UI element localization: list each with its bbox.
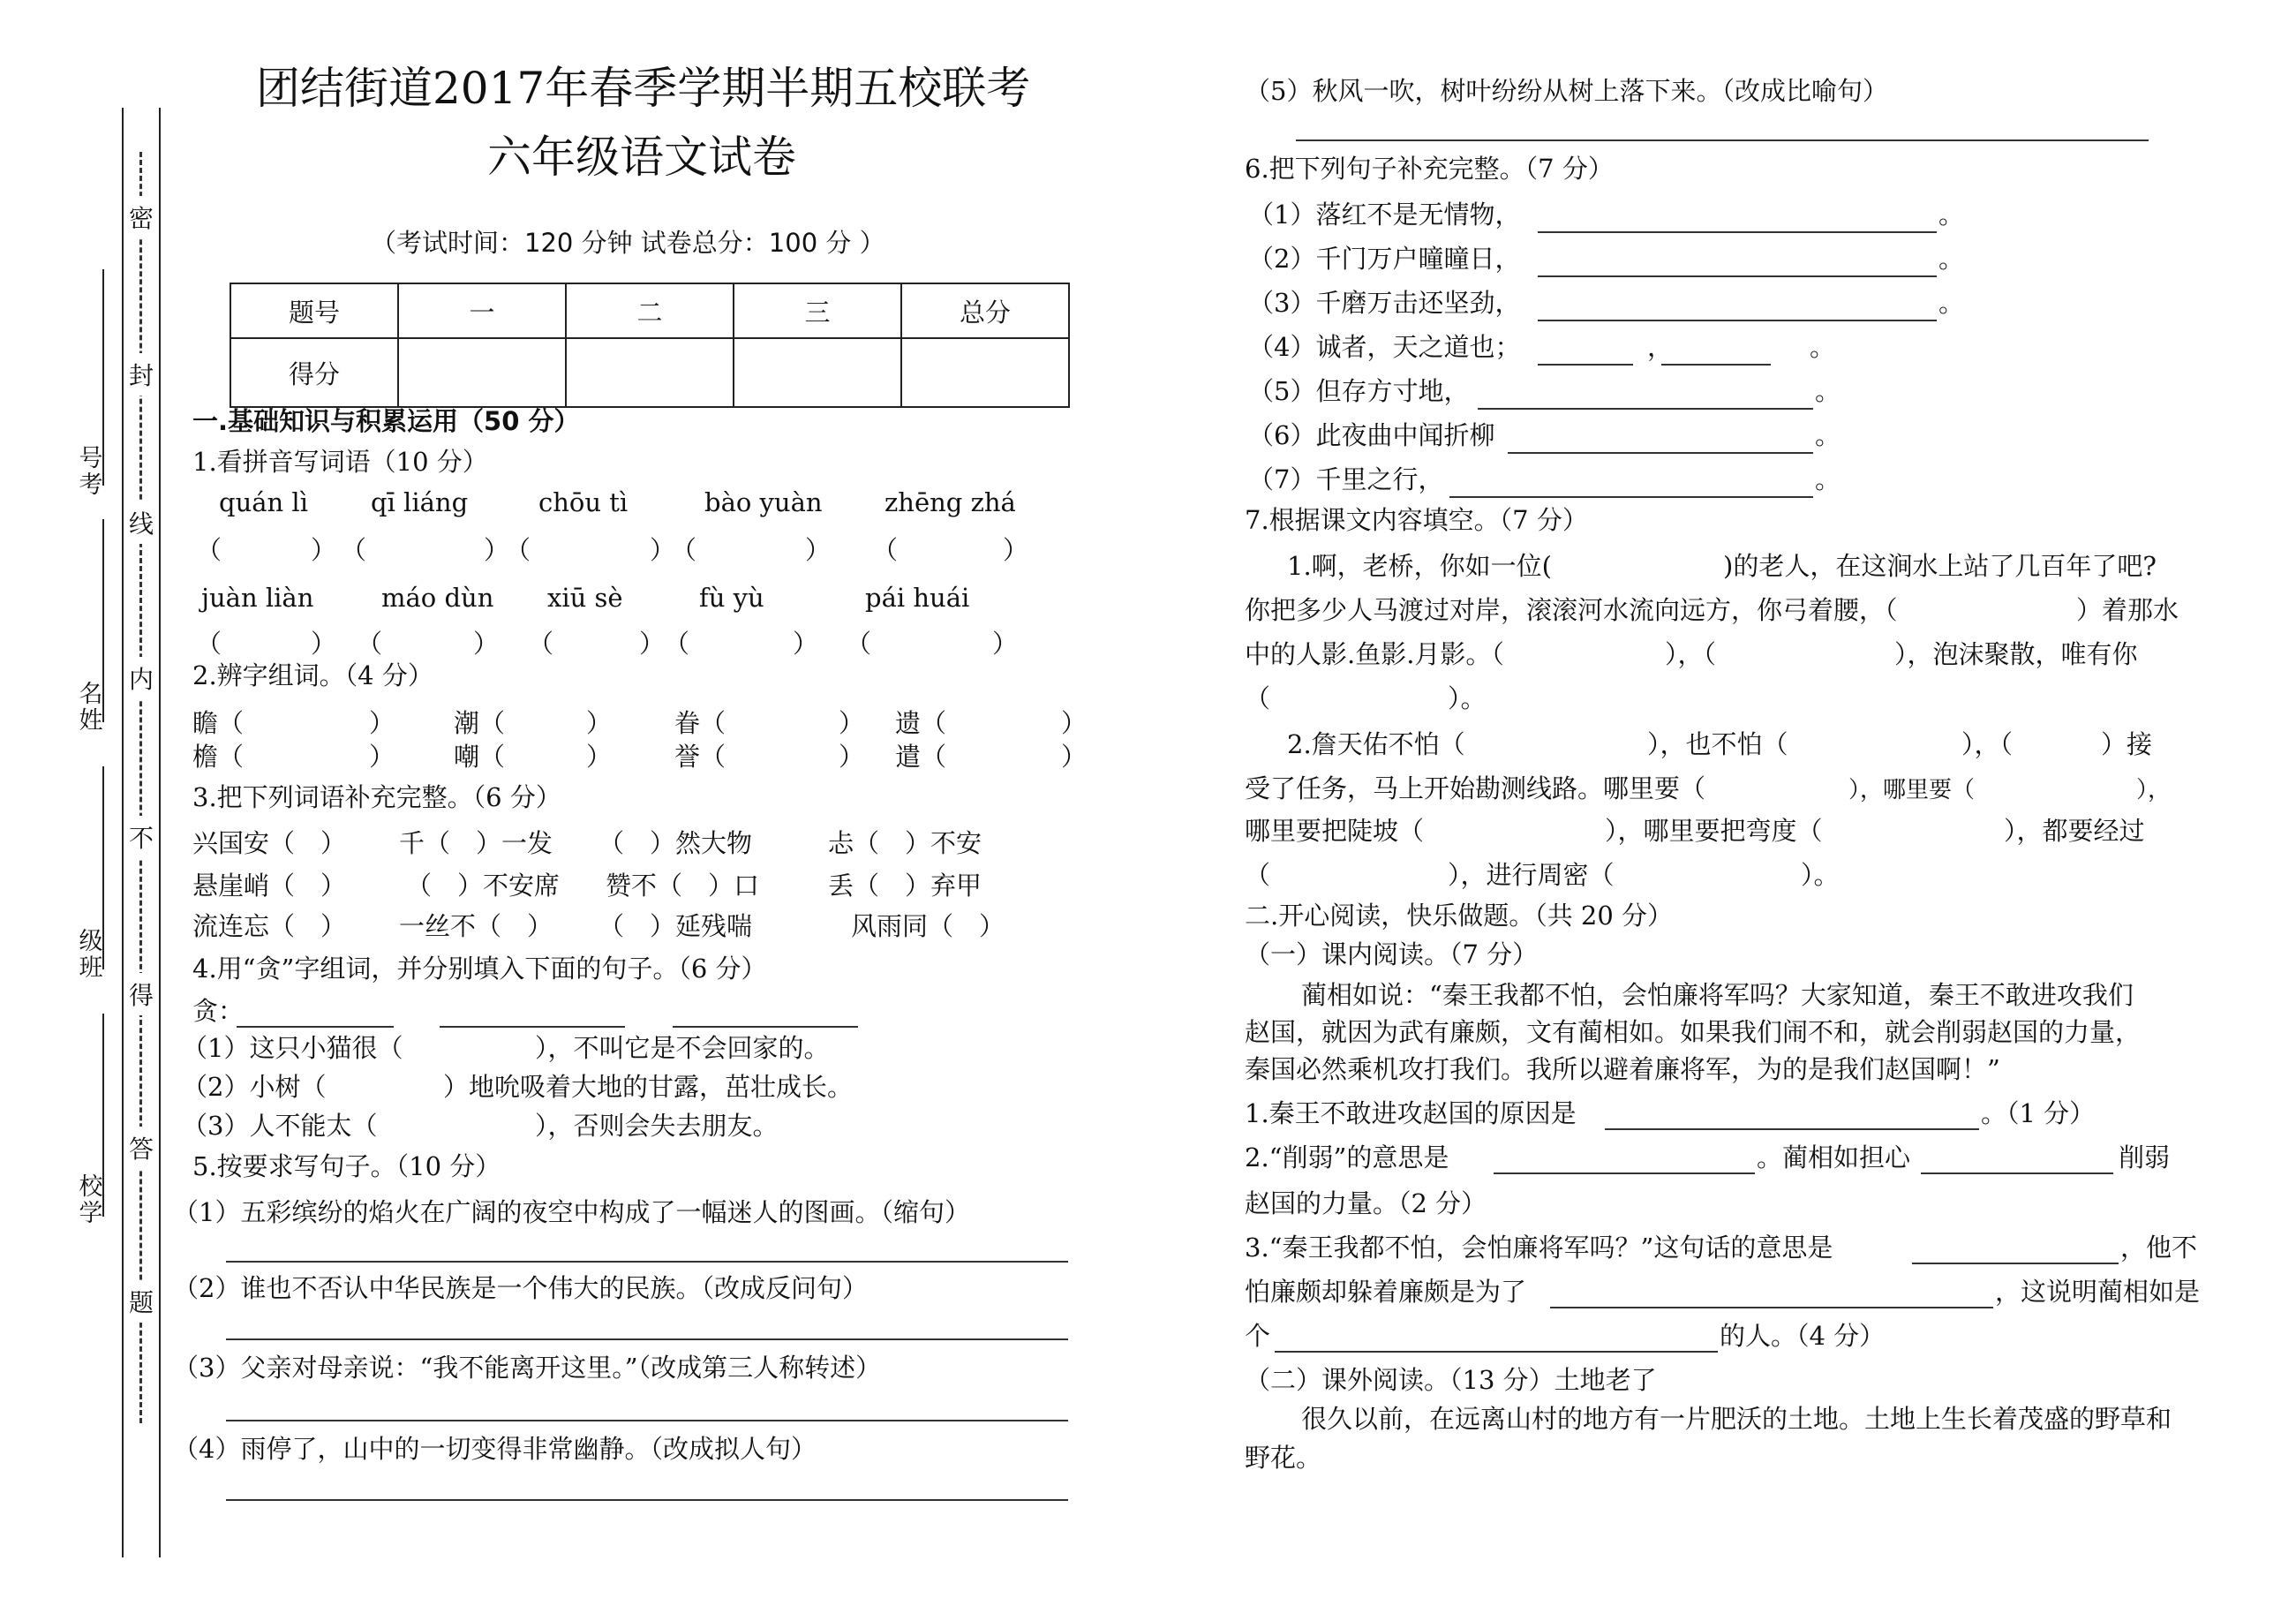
seal-char: 题 bbox=[125, 1280, 157, 1323]
reading1-q2: 削弱 bbox=[2119, 1142, 2171, 1172]
q3-title: 3.把下列词语补充完整。（6 分） bbox=[192, 782, 561, 812]
q4-blank[interactable] bbox=[440, 1026, 625, 1028]
paren-close: ） bbox=[369, 742, 395, 772]
q2-char: 誉（ bbox=[674, 742, 726, 772]
label-school: 校学 bbox=[79, 1173, 103, 1227]
reading1-q1: 。（1 分） bbox=[1981, 1098, 2096, 1128]
pinyin: pái huái bbox=[865, 583, 970, 613]
q3-idiom[interactable]: 千（ ）一发 bbox=[399, 828, 553, 858]
seal-char: 线 bbox=[125, 501, 157, 544]
reading1-passage: 秦国必然乘机攻打我们。我所以避着廉将军，为的是我们赵国啊！” bbox=[1245, 1054, 2000, 1084]
pinyin: quán lì bbox=[219, 487, 308, 517]
q7-text: ）。 bbox=[1448, 683, 1487, 713]
seal-dashed-line bbox=[139, 152, 142, 1423]
q7-text: ），哪里要把弯度（ bbox=[1605, 816, 1823, 846]
paren-close: ） bbox=[484, 535, 510, 565]
paren-close: ） bbox=[805, 535, 832, 565]
q3-idiom[interactable]: 丢（ ）弃甲 bbox=[828, 871, 982, 901]
paren-open: （ bbox=[846, 629, 872, 659]
q7-text: （ bbox=[1245, 860, 1271, 890]
q3-idiom[interactable]: 赞不（ ）口 bbox=[606, 871, 760, 901]
reading1-q3: ，这说明蔺相如是 bbox=[1995, 1277, 2201, 1307]
score-header-cell: 一 bbox=[398, 283, 566, 338]
label-name: 名姓 bbox=[79, 681, 103, 735]
reading1-passage: 蔺相如说：“秦王我都不怕，会怕廉将军吗？大家知道，秦王不敢进攻我们 bbox=[1301, 980, 2134, 1010]
paren-open: （ bbox=[664, 629, 690, 659]
q6-blank[interactable] bbox=[1508, 452, 1813, 454]
q7-title: 7.根据课文内容填空。（7 分） bbox=[1245, 505, 1588, 535]
q4-sentence: ），不叫它是不会回家的。 bbox=[535, 1033, 830, 1063]
q4-sentence: ），否则会失去朋友。 bbox=[535, 1111, 779, 1141]
q7-text: （ bbox=[1245, 683, 1271, 713]
score-header-cell: 三 bbox=[734, 283, 901, 338]
score-header-cell: 总分 bbox=[901, 283, 1069, 338]
score-table bbox=[230, 283, 1070, 408]
q6-item: （2）千门万户曈曈日， bbox=[1248, 244, 1521, 274]
reading1-q3: 的人。（4 分） bbox=[1720, 1321, 1886, 1351]
q6-end: 。 bbox=[1938, 244, 1965, 274]
q6-end: 。 bbox=[1815, 464, 1841, 494]
q7-text: ），都要经过 bbox=[2004, 816, 2145, 846]
q2-char: 瞻（ bbox=[192, 708, 245, 738]
paren-close: ） bbox=[793, 629, 819, 659]
binding-line-outer bbox=[122, 108, 124, 1557]
paren-close: ） bbox=[369, 708, 395, 738]
answer-box[interactable] bbox=[876, 629, 989, 659]
q6-blank[interactable] bbox=[1538, 320, 1937, 321]
score-input-cell[interactable] bbox=[398, 338, 566, 407]
exam-title-line2: 六年级语文试卷 bbox=[487, 132, 796, 183]
q2-char: 遣（ bbox=[895, 742, 947, 772]
answer-box[interactable] bbox=[387, 629, 470, 659]
pinyin: chōu tì bbox=[538, 487, 629, 517]
reading2-passage: 野花。 bbox=[1245, 1443, 1322, 1473]
q6-end: 。 bbox=[1815, 420, 1841, 450]
pinyin: juàn liàn bbox=[201, 583, 314, 613]
label-class: 级班 bbox=[79, 928, 103, 982]
q7-text: 哪里要把陡坡（ bbox=[1245, 816, 1425, 846]
q7-text: 受了任务，马上开始勘测线路。哪里要（ bbox=[1245, 773, 1706, 803]
answer-line[interactable] bbox=[1494, 1172, 1755, 1174]
paren-close: ） bbox=[639, 629, 666, 659]
pinyin: zhēng zhá bbox=[885, 487, 1016, 517]
q6-blank[interactable] bbox=[1538, 275, 1937, 277]
reading1-q3: 3.“秦王我都不怕，会怕廉将军吗？”这句话的意思是 bbox=[1245, 1233, 1833, 1263]
reading1-q3: ，他不 bbox=[2120, 1233, 2198, 1263]
q7-text: ），（ bbox=[1961, 729, 2014, 759]
reading1-q3: 个 bbox=[1245, 1321, 1271, 1351]
q6-end: 。 bbox=[1938, 200, 1965, 230]
q7-text: ）着那水 bbox=[2076, 595, 2179, 625]
seal-char: 不 bbox=[125, 816, 157, 858]
paren-close: ） bbox=[586, 708, 613, 738]
pinyin: xiū sè bbox=[547, 583, 623, 613]
q6-end: 。 bbox=[1810, 332, 1836, 362]
paren-close: ） bbox=[1003, 535, 1029, 565]
q4-blank[interactable] bbox=[237, 1026, 394, 1028]
paren-open: （ bbox=[528, 629, 554, 659]
q6-end: 。 bbox=[1938, 288, 1965, 318]
score-input-cell[interactable] bbox=[566, 338, 734, 407]
paren-close: ） bbox=[311, 629, 337, 659]
answer-box[interactable] bbox=[701, 535, 802, 565]
q7-text: ），进行周密（ bbox=[1448, 860, 1615, 890]
q6-blank[interactable] bbox=[1449, 496, 1813, 498]
paren-close: ） bbox=[1061, 742, 1088, 772]
score-input-cell[interactable] bbox=[901, 338, 1069, 407]
q2-char: 眷（ bbox=[674, 708, 726, 738]
paren-open: （ bbox=[196, 535, 222, 565]
q3-idiom[interactable]: 悬崖峭（ ） bbox=[192, 871, 347, 901]
reading2-title: （二）课外阅读。（13 分）土地老了 bbox=[1245, 1365, 1657, 1395]
exam-title-line1: 团结街道2017年春季学期半期五校联考 bbox=[256, 63, 1031, 114]
q6-blank[interactable] bbox=[1478, 408, 1813, 410]
paren-open: （ bbox=[341, 535, 367, 565]
pinyin: máo dùn bbox=[381, 583, 494, 613]
q6-item: （4）诚者，天之道也； bbox=[1248, 332, 1521, 362]
reading1-q3: 怕廉颇却躲着廉颇是为了 bbox=[1245, 1277, 1527, 1307]
paren-open: （ bbox=[357, 629, 383, 659]
q4-lead: 贪： bbox=[192, 996, 245, 1026]
pinyin: qī liáng bbox=[371, 487, 469, 517]
q6-item: （7）千里之行， bbox=[1248, 464, 1444, 494]
pinyin: bào yuàn bbox=[704, 487, 823, 517]
q3-idiom[interactable]: 流连忘（ ） bbox=[192, 911, 347, 941]
q6-item: （3）千磨万击还坚劲， bbox=[1248, 288, 1521, 318]
q3-idiom[interactable]: （ ）延残喘 bbox=[598, 911, 753, 941]
seal-char: 内 bbox=[125, 657, 157, 699]
q5-item: （4）雨停了，山中的一切变得非常幽静。（改成拟人句） bbox=[173, 1434, 817, 1464]
reading1-q2: 。蔺相如担心 bbox=[1757, 1142, 1911, 1172]
binding-line-inner bbox=[159, 108, 161, 1557]
paren-close: ） bbox=[839, 742, 865, 772]
q1-title: 1.看拼音写词语（10 分） bbox=[192, 447, 488, 477]
q6-item: （5）但存方寸地， bbox=[1248, 376, 1470, 406]
score-header-cell: 题号 bbox=[230, 283, 398, 338]
q6-item: （6）此夜曲中闻折柳 bbox=[1248, 420, 1495, 450]
paren-open: （ bbox=[671, 535, 697, 565]
q3-idiom[interactable]: 一丝不（ ） bbox=[399, 911, 553, 941]
answer-line[interactable] bbox=[1550, 1307, 1993, 1308]
q2-char: 潮（ bbox=[454, 708, 506, 738]
q2-char: 遗（ bbox=[895, 708, 947, 738]
answer-line[interactable] bbox=[226, 1261, 1068, 1263]
reading1-q2: 赵国的力量。（2 分） bbox=[1245, 1188, 1487, 1218]
seal-char: 答 bbox=[125, 1127, 157, 1169]
q4-sentence: ）地吮吸着大地的甘露，茁壮成长。 bbox=[443, 1072, 854, 1102]
answer-line[interactable] bbox=[226, 1338, 1068, 1340]
q3-idiom[interactable]: 忐（ ）不安 bbox=[828, 828, 982, 858]
q4-sentence: （1）这只小猫很（ bbox=[182, 1033, 403, 1063]
reading1-q1: 1.秦王不敢进攻赵国的原因是 bbox=[1245, 1098, 1577, 1128]
paren-close: ） bbox=[311, 535, 337, 565]
q4-sentence: （3）人不能太（ bbox=[182, 1111, 378, 1141]
q6-blank[interactable] bbox=[1661, 364, 1771, 366]
q6-title: 6.把下列句子补充完整。（7 分） bbox=[1245, 154, 1614, 184]
answer-box[interactable] bbox=[902, 535, 999, 565]
answer-line[interactable] bbox=[1605, 1128, 1979, 1130]
q5-item-5: （5）秋风一吹，树叶纷纷从树上落下来。（改成比喻句） bbox=[1245, 76, 1888, 106]
paren-close: ） bbox=[1061, 708, 1088, 738]
section2-title: 二.开心阅读，快乐做题。（共 20 分） bbox=[1245, 901, 1674, 931]
paren-open: （ bbox=[505, 535, 531, 565]
q5-item: （3）父亲对母亲说：“我不能离开这里。”（改成第三人称转述） bbox=[173, 1353, 882, 1383]
q7-text: ）， bbox=[2136, 777, 2172, 803]
paren-open: （ bbox=[872, 535, 899, 565]
paren-close: ） bbox=[650, 535, 676, 565]
paren-close: ） bbox=[586, 742, 613, 772]
q5-title: 5.按要求写句子。（10 分） bbox=[192, 1151, 501, 1181]
seal-char: 封 bbox=[125, 353, 157, 396]
q2-char: 嘲（ bbox=[454, 742, 506, 772]
answer-box[interactable] bbox=[694, 629, 789, 659]
q6-blank[interactable] bbox=[1538, 364, 1633, 366]
reading1-q2: 2.“削弱”的意思是 bbox=[1245, 1142, 1449, 1172]
answer-box[interactable] bbox=[226, 535, 307, 565]
answer-line[interactable] bbox=[226, 1499, 1068, 1501]
q7-text: ）。 bbox=[1801, 860, 1840, 890]
paren-close: ） bbox=[473, 629, 500, 659]
q7-text: )的老人，在这涧水上站了几百年了吧? bbox=[1723, 551, 2157, 581]
q7-text: ），哪里要（ bbox=[1848, 777, 1976, 803]
exam-meta: （考试时间：120 分钟 试卷总分：100 分 ） bbox=[371, 228, 885, 258]
paren-close: ） bbox=[992, 629, 1019, 659]
seal-char: 得 bbox=[125, 973, 157, 1015]
q3-idiom[interactable]: （ ）不安席 bbox=[406, 871, 561, 901]
answer-box[interactable] bbox=[558, 629, 636, 659]
q6-item: （1）落红不是无情物， bbox=[1248, 200, 1521, 230]
answer-line[interactable] bbox=[226, 1420, 1068, 1421]
score-input-cell[interactable] bbox=[734, 338, 901, 407]
answer-box[interactable] bbox=[535, 535, 646, 565]
reading1-passage: 赵国，就因为武有廉颇，文有蔺相如。如果我们闹不和，就会削弱赵国的力量， bbox=[1245, 1017, 2142, 1047]
q7-text: ），也不怕（ bbox=[1647, 729, 1788, 759]
q4-sentence: （2）小树（ bbox=[182, 1072, 327, 1102]
reading2-passage: 很久以前，在远离山村的地方有一片肥沃的土地。土地上生长着茂盛的野草和 bbox=[1301, 1404, 2172, 1434]
q3-idiom[interactable]: 风雨同（ ） bbox=[851, 911, 1005, 941]
q5-item: （1）五彩缤纷的焰火在广阔的夜空中构成了一幅迷人的图画。（缩句） bbox=[173, 1197, 970, 1227]
seal-char: 密 bbox=[125, 196, 157, 238]
answer-line[interactable] bbox=[1275, 1351, 1718, 1353]
answer-box[interactable] bbox=[226, 629, 307, 659]
reading1-title: （一）课内阅读。（7 分） bbox=[1245, 939, 1539, 969]
answer-line[interactable] bbox=[1296, 139, 2149, 141]
q4-title: 4.用“贪”字组词，并分别填入下面的句子。（6 分） bbox=[192, 954, 767, 984]
q2-title: 2.辨字组词。（4 分） bbox=[192, 660, 433, 690]
answer-line[interactable] bbox=[1912, 1263, 2119, 1264]
paren-close: ） bbox=[839, 708, 865, 738]
q6-blank[interactable] bbox=[1538, 231, 1937, 233]
q7-text: ），泡沫聚散，唯有你 bbox=[1894, 639, 2138, 669]
score-header-cell: 二 bbox=[566, 283, 734, 338]
q7-text: 2.詹天佑不怕（ bbox=[1287, 729, 1465, 759]
q7-text: 你把多少人马渡过对岸，滚滚河水流向远方，你弓着腰，（ bbox=[1245, 595, 1898, 625]
q3-idiom[interactable]: （ ）然大物 bbox=[598, 828, 753, 858]
q7-text: ），（ bbox=[1665, 639, 1717, 669]
paren-open: （ bbox=[196, 629, 222, 659]
q4-blank[interactable] bbox=[673, 1026, 858, 1028]
q7-text: ）接 bbox=[2101, 729, 2153, 759]
q6-end: 。 bbox=[1815, 376, 1841, 406]
answer-box[interactable] bbox=[371, 535, 480, 565]
q3-idiom[interactable]: 兴国安（ ） bbox=[192, 828, 347, 858]
score-label-cell: 得分 bbox=[230, 338, 398, 407]
pinyin: fù yù bbox=[699, 583, 764, 613]
q6-comma: ， bbox=[1647, 332, 1674, 362]
q2-char: 檐（ bbox=[192, 742, 245, 772]
answer-line[interactable] bbox=[1921, 1172, 2113, 1174]
section1-title: 一.基础知识与积累运用（50 分） bbox=[192, 406, 580, 436]
label-exam-number: 号考 bbox=[79, 445, 103, 499]
q5-item: （2）谁也不否认中华民族是一个伟大的民族。（改成反问句） bbox=[173, 1273, 868, 1303]
q7-text: 中的人影.鱼影.月影。（ bbox=[1245, 639, 1504, 669]
q7-text: 1.啊，老桥，你如一位( bbox=[1287, 551, 1552, 581]
